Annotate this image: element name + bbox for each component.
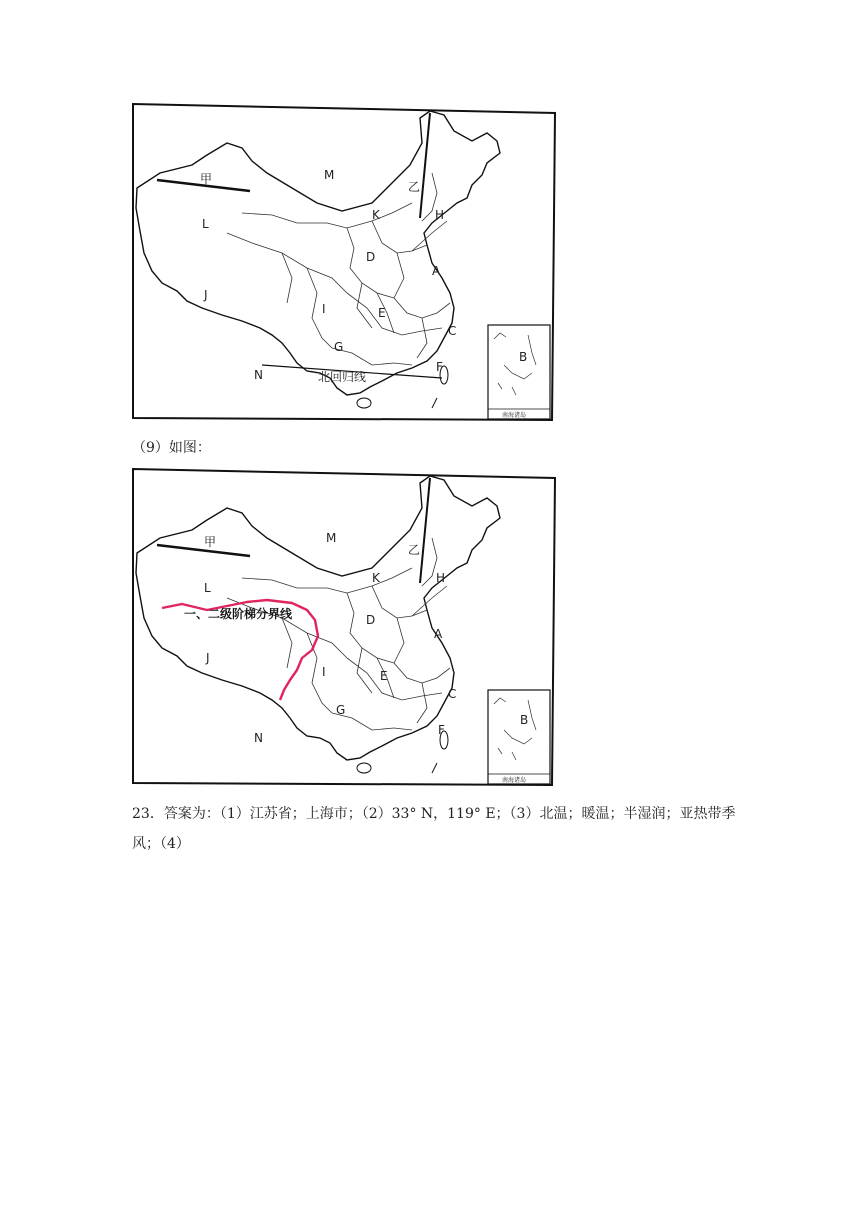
label-N: N bbox=[254, 731, 263, 745]
inset-box bbox=[488, 690, 550, 784]
label-B: B bbox=[519, 350, 528, 364]
label-F: F bbox=[436, 360, 443, 374]
tropic-annotation: 北回归线 bbox=[318, 370, 367, 384]
label-J: J bbox=[204, 288, 208, 302]
label-H: H bbox=[436, 571, 446, 585]
label-jia: 甲 bbox=[200, 172, 213, 186]
label-C: C bbox=[448, 324, 457, 338]
china-map-2 bbox=[132, 468, 556, 786]
label-A: A bbox=[434, 627, 443, 641]
boundary-annotation: 一、二级阶梯分界线 bbox=[184, 607, 293, 621]
label-I: I bbox=[322, 665, 326, 679]
label-G: G bbox=[334, 340, 344, 354]
label-J: J bbox=[206, 651, 210, 665]
label-yi: 乙 bbox=[408, 180, 421, 194]
answer-text: 23．答案为：（1）江苏省；上海市；（2）33° N，119° E；（3）北温；暖温；半湿润；亚热带季风；（4） bbox=[132, 806, 736, 852]
label-E: E bbox=[378, 306, 386, 320]
label-E: E bbox=[380, 669, 388, 683]
label-M: M bbox=[326, 531, 337, 545]
label-D: D bbox=[366, 250, 376, 264]
label-L: L bbox=[204, 581, 211, 595]
china-map-1-svg bbox=[132, 103, 556, 421]
label-L: L bbox=[202, 217, 209, 231]
label-M: M bbox=[324, 168, 335, 182]
label-C: C bbox=[448, 687, 457, 701]
label-jia: 甲 bbox=[204, 535, 217, 549]
inset-box bbox=[488, 325, 550, 419]
china-map-1 bbox=[132, 103, 556, 421]
label-I: I bbox=[322, 302, 326, 316]
china-map-2-svg bbox=[132, 468, 556, 786]
label-N: N bbox=[254, 368, 263, 382]
label-K: K bbox=[372, 208, 380, 222]
inset-caption: 南海诸岛 bbox=[502, 777, 527, 784]
label-F: F bbox=[438, 723, 445, 737]
label-D: D bbox=[366, 613, 376, 627]
label-K: K bbox=[372, 571, 380, 585]
label-B: B bbox=[520, 713, 529, 727]
label-G: G bbox=[336, 703, 346, 717]
label-H: H bbox=[435, 208, 445, 222]
label-A: A bbox=[432, 264, 441, 278]
figure-caption: （9）如图： bbox=[132, 440, 211, 456]
inset-caption: 南海诸岛 bbox=[502, 412, 527, 419]
label-yi: 乙 bbox=[408, 543, 421, 557]
